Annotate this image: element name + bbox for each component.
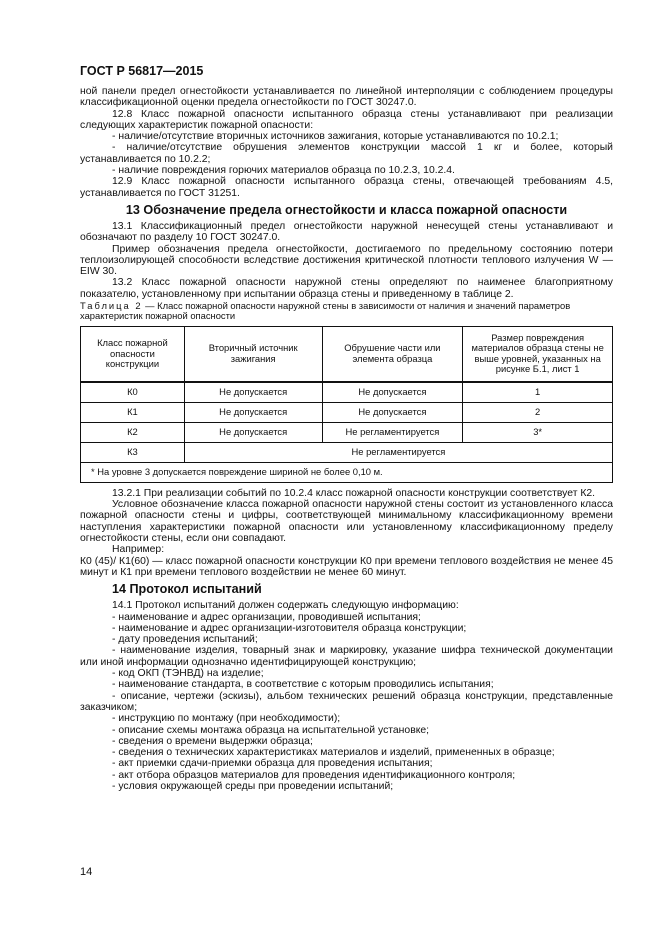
paragraph: Пример обозначения предела огнестойкости, достигаемого по предельному состоянию потери теплоизолирующей способности вследствие достижения критической плотности теплового излучения W — EIW 30. (80, 243, 613, 278)
table-caption-text: — Класс пожарной опасности наружной стены в зависимости от наличия и значений параметров характеристик пожарной опасности (80, 300, 571, 322)
table-header-cell: Обрушение части или элемента образца (322, 326, 463, 382)
list-item: - дату проведения испытаний; (112, 634, 258, 646)
fire-hazard-table (80, 326, 613, 483)
list-item: - наименование изделия, товарный знак и маркировку, указание шифра технической документации или иной информации однозначно идентифицирующей конструкцию; (80, 645, 613, 668)
table-cell: Не допускается (184, 402, 322, 422)
page-number: 14 (80, 866, 93, 878)
table-footnote: * На уровне 3 допускается повреждение шириной не более 0,10 м. (81, 462, 613, 482)
list-item: - инструкцию по монтажу (при необходимости); (112, 713, 341, 725)
table-row (81, 402, 613, 422)
table-footnote-row (81, 462, 613, 482)
table-cell: Не регламентируется (322, 422, 463, 442)
table-cell: К2 (81, 422, 185, 442)
list-item: - наличие/отсутствие обрушения элементов конструкции массой 1 кг и более, который устанавливается по 10.2.2; (80, 142, 613, 165)
section-13-title: 13 Обозначение предела огнестойкости и класса пожарной опасности (125, 202, 568, 217)
table-header-cell: Вторичный источник зажигания (184, 326, 322, 382)
list-item: - акт отбора образцов материалов для проведения идентификационного контроля; (112, 769, 516, 781)
table-cell: 2 (463, 402, 613, 422)
table-cell: Не регламентируется (184, 442, 612, 462)
list-item: - сведения о времени выдержки образца; (112, 735, 313, 747)
table-cell: 3* (463, 422, 613, 442)
table-cell: К3 (81, 442, 185, 462)
example-text: К0 (45)/ К1(60) — класс пожарной опасности конструкции К0 при времени теплового воздействия не менее 45 минут и К1 при времени теплового воздействии не менее 60 минут. (80, 555, 613, 578)
paragraph: 12.8 Класс пожарной опасности испытанного образца стены устанавливают при реализации следующих характеристик пожарной опасности: (80, 108, 613, 131)
table-cell: Не допускается (322, 402, 463, 422)
list-item: - сведения о технических характеристиках материалов и изделий, примененных в образце; (112, 747, 555, 759)
document-header: ГОСТ Р 56817—2015 (80, 64, 204, 78)
paragraph: 13.2.1 При реализации событий по 10.2.4 класс пожарной опасности конструкции соответствует К2. (112, 487, 596, 499)
table-caption (80, 301, 613, 322)
table-row (81, 422, 613, 442)
table-row (81, 382, 613, 403)
table-cell: 1 (463, 382, 613, 403)
table-cell: Не допускается (184, 382, 322, 403)
list-item: - наличие/отсутствие вторичных источников зажигания, которые устанавливаются по 10.2.1; (112, 131, 559, 143)
table-cell: К0 (81, 382, 185, 403)
table-header-cell: Класс пожарной опасности конструкции (81, 326, 185, 382)
table-cell: Не допускается (322, 382, 463, 403)
paragraph: Условное обозначение класса пожарной опасности наружной стены состоит из установленного класса пожарной опасности стены и цифры, соответствующей минимальному классификационному времени наступления характеристики пожарной опасности или установленному классификационному пределу огнестойкости стены, если они совпадают. (80, 499, 613, 545)
table-row (81, 442, 613, 462)
list-item: - наличие повреждения горючих материалов образца по 10.2.3, 10.2.4. (112, 165, 455, 177)
list-item: - условия окружающей среды при проведении испытаний; (112, 780, 394, 792)
table-header-cell: Размер повреждения материалов образца стены не выше уровней, указанных на рисунке Б.1, лист 1 (463, 326, 613, 382)
table-header-row (81, 326, 613, 382)
paragraph: 12.9 Класс пожарной опасности испытанного образца стены, отвечающей требованиям 4.5, устанавливается по ГОСТ 31251. (80, 176, 613, 199)
table-cell: Не допускается (184, 422, 322, 442)
page-body (80, 86, 613, 792)
list-item: - описание, чертежи (эскизы), альбом технических решений образца конструкции, представленные заказчиком; (80, 690, 613, 713)
paragraph: 14.1 Протокол испытаний должен содержать следующую информацию: (112, 600, 459, 612)
paragraph: 13.1 Классификационный предел огнестойкости наружной ненесущей стены устанавливают и обозначают по разделу 10 ГОСТ 30247.0. (80, 220, 613, 244)
list-item: - акт приемки сдачи-приемки образца для проведения испытания; (112, 758, 433, 770)
list-item: - наименование стандарта, в соответствие с которым проводились испытания; (112, 679, 494, 691)
list-item: - описание схемы монтажа образца на испытательной установке; (112, 724, 430, 736)
paragraph: ной панели предел огнестойкости устанавливается по линейной интерполяции с соблюдением процедуры классификационной оценки предела огнестойкости по ГОСТ 30247.0. (80, 86, 613, 109)
paragraph: 13.2 Класс пожарной опасности наружной стены определяют по наименее благоприятному показателю, установленному при испытании образца стены и приведенному в таблице 2. (80, 277, 613, 300)
table-cell: К1 (81, 402, 185, 422)
list-item: - наименование и адрес организации, проводившей испытания; (112, 611, 421, 623)
list-item: - наименование и адрес организации-изготовителя образца конструкции; (112, 622, 467, 634)
example-label: Например: (112, 544, 165, 556)
list-item: - код ОКП (ТЭНВД) на изделие; (112, 668, 264, 680)
section-14-title: 14 Протокол испытаний (112, 582, 262, 597)
table-caption-label: Таблица 2 (80, 300, 143, 312)
